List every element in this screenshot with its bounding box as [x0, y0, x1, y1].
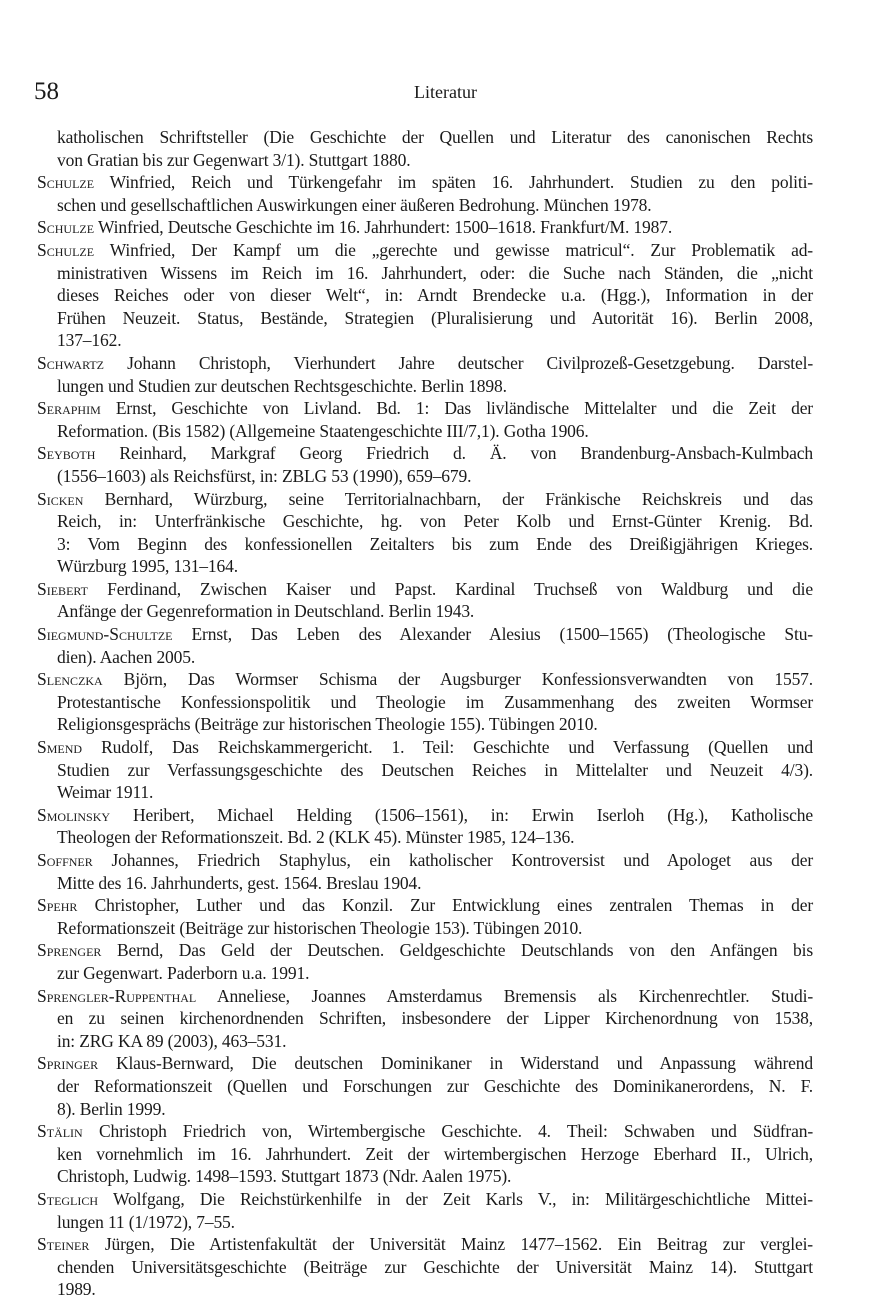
entry-text: Christoph Friedrich von, Wirtembergische Geschichte. 4. Theil: Schwaben und Südfran-: [98, 1121, 813, 1142]
entry-text: Ernst, Geschichte von Livland. Bd. 1: Das livländische Mittelalter und die Zeit der: [115, 398, 813, 419]
entry-author: Siegmund-Schultze: [37, 624, 173, 645]
entry-line: [37, 1233, 813, 1256]
entry-line: [37, 533, 813, 556]
entry-text: Christoph, Ludwig. 1498–1593. Stuttgart 1873 (Ndr. Aalen 1975).: [57, 1166, 512, 1187]
entry-text: lungen 11 (1/1972), 7–55.: [57, 1211, 235, 1232]
entry-author: Seraphim: [37, 398, 101, 419]
entry-line: [37, 668, 813, 691]
entry-line: [37, 872, 813, 895]
entry-line: [37, 1120, 813, 1143]
entry-line: [37, 488, 813, 511]
entry-line: [37, 194, 813, 217]
entry-line: [37, 826, 813, 849]
entry-line: [37, 600, 813, 623]
entry-line: [37, 1007, 813, 1030]
entry-line: [37, 804, 813, 827]
entry-text: Winfried, Deutsche Geschichte im 16. Jahrhundert: 1500–1618. Frankfurt/M. 1987.: [97, 217, 673, 238]
entry-line: [37, 1256, 813, 1279]
entry-text: Klaus-Bernward, Die deutschen Dominikaner in Widerstand und Anpassung während: [115, 1053, 813, 1074]
entry-author: Schulze: [37, 217, 95, 238]
entry-text: ministrativen Wissens im Reich im 16. Jahrhundert, oder: die Suche nach Ständen, die „nicht: [57, 262, 813, 283]
entry-text: dieses Reiches oder von dieser Welt“, in: Arndt Brendecke u.a. (Hgg.), Information in der: [57, 285, 813, 306]
entry-text: in: ZRG KA 89 (2003), 463–531.: [57, 1030, 287, 1051]
entry-text: Rudolf, Das Reichskammergericht. 1. Teil: Geschichte und Verfassung (Quellen und: [101, 737, 813, 758]
entry-text: Weimar 1911.: [57, 782, 154, 803]
bibliography-entry: [37, 1188, 813, 1233]
entry-text: katholischen Schriftsteller (Die Geschichte der Quellen und Literatur des canonischen Rechts: [57, 127, 813, 147]
bibliography-entry: [37, 126, 813, 171]
entry-author: Schulze: [37, 172, 95, 193]
entry-line: [37, 917, 813, 940]
entry-text: Anfänge der Gegenreformation in Deutschland. Berlin 1943.: [57, 601, 475, 622]
entry-author: Smend: [37, 737, 83, 758]
entry-text: Winfried, Der Kampf um die „gerechte und gewisse matricul“. Zur Problematik ad-: [109, 239, 813, 260]
bibliography-list: [37, 126, 813, 1301]
entry-text: Anneliese, Joannes Amsterdamus Bremensis als Kirchenrechtler. Studi-: [216, 985, 814, 1006]
bibliography-entry: [37, 736, 813, 804]
entry-text: 3: Vom Beginn des konfessionellen Zeitalters bis zum Ende des Dreißigjährigen Krieges.: [57, 533, 813, 554]
entry-text: Ferdinand, Zwischen Kaiser und Papst. Kardinal Truchseß von Waldburg und die: [107, 578, 813, 599]
entry-author: Seyboth: [37, 443, 96, 464]
entry-text: dien). Aachen 2005.: [57, 646, 196, 667]
entry-author: Smolinsky: [37, 804, 111, 825]
entry-line: [37, 262, 813, 285]
entry-author: Schwartz: [37, 352, 105, 373]
entry-author: Sprenger: [37, 940, 102, 961]
running-title: Literatur: [414, 82, 477, 102]
entry-line: [37, 939, 813, 962]
entry-text: Ernst, Das Leben des Alexander Alesius (1500–1565) (Theologische Stu-: [191, 624, 813, 645]
entry-text: Heribert, Michael Helding (1506–1561), in: Erwin Iserloh (Hg.), Katholische: [133, 804, 813, 825]
entry-line: [37, 736, 813, 759]
entry-text: Reich, in: Unterfränkische Geschichte, hg. von Peter Kolb und Ernst-Günter Krenig. Bd.: [57, 511, 813, 532]
entry-text: 1989.: [57, 1279, 96, 1300]
bibliography-entry: [37, 488, 813, 578]
entry-line: [37, 1075, 813, 1098]
bibliography-entry: [37, 894, 813, 939]
entry-line: [37, 1143, 813, 1166]
entry-line: [37, 1030, 813, 1053]
bibliography-entry: [37, 849, 813, 894]
entry-line: [37, 307, 813, 330]
entry-text: 8). Berlin 1999.: [57, 1098, 166, 1119]
entry-line: [37, 894, 813, 917]
bibliography-entry: [37, 623, 813, 668]
entry-author: Siebert: [37, 578, 89, 599]
bibliography-entry: [37, 1233, 813, 1301]
bibliography-entry: [37, 985, 813, 1053]
entry-line: [37, 239, 813, 262]
entry-text: Reformationszeit (Beiträge zur historischen Theologie 153). Tübingen 2010.: [57, 917, 583, 938]
entry-text: Bernd, Das Geld der Deutschen. Geldgeschichte Deutschlands von den Anfängen bis: [116, 940, 813, 961]
entry-text: Winfried, Reich und Türkengefahr im späten 16. Jahrhundert. Studien zu den politi-: [109, 172, 813, 193]
entry-line: [37, 985, 813, 1008]
entry-author: Sicken: [37, 488, 84, 509]
entry-text: Theologen der Reformationszeit. Bd. 2 (KLK 45). Münster 1985, 124–136.: [57, 827, 575, 848]
entry-text: Johann Christoph, Vierhundert Jahre deutscher Civilprozeß-Gesetzgebung. Darstel-: [127, 352, 813, 373]
bibliography-entry: [37, 442, 813, 487]
entry-line: [37, 578, 813, 601]
entry-line: [37, 962, 813, 985]
entry-author: Steglich: [37, 1188, 99, 1209]
entry-author: Slenczka: [37, 669, 103, 690]
entry-line: [37, 442, 813, 465]
bibliography-entry: [37, 939, 813, 984]
entry-line: [37, 420, 813, 443]
entry-text: Christopher, Luther und das Konzil. Zur Entwicklung eines zentralen Themas in der: [94, 895, 813, 916]
entry-line: [37, 397, 813, 420]
entry-text: der Reformationszeit (Quellen und Forschungen zur Geschichte des Dominikanerordens, N. F.: [57, 1075, 813, 1096]
entry-text: Bernhard, Würzburg, seine Territorialnachbarn, der Fränkische Reichskreis und das: [104, 488, 813, 509]
entry-line: [37, 329, 813, 352]
bibliography-entry: [37, 668, 813, 736]
entry-text: Reformation. (Bis 1582) (Allgemeine Staatengeschichte III/7,1). Gotha 1906.: [57, 420, 589, 441]
entry-text: Religionsgesprächs (Beiträge zur historischen Theologie 155). Tübingen 2010.: [57, 714, 598, 735]
entry-author: Steiner: [37, 1234, 90, 1255]
bibliography-entry: [37, 1052, 813, 1120]
entry-text: von Gratian bis zur Gegenwart 3/1). Stuttgart 1880.: [57, 149, 411, 170]
entry-text: Würzburg 1995, 131–164.: [57, 556, 238, 577]
entry-text: Reinhard, Markgraf Georg Friedrich d. Ä. von Brandenburg-Ansbach-Kulmbach: [119, 443, 813, 464]
entry-text: Studien zur Verfassungsgeschichte des Deutschen Reiches in Mittelalter und Neuzeit 4/3).: [57, 759, 813, 780]
page-number: 58: [34, 78, 59, 105]
entry-text: chenden Universitätsgeschichte (Beiträge zur Geschichte der Universität Mainz 14). Stuttgart: [57, 1256, 813, 1277]
entry-text: zur Gegenwart. Paderborn u.a. 1991.: [57, 962, 310, 983]
entry-author: Stälin: [37, 1121, 83, 1142]
entry-author: Spehr: [37, 895, 78, 916]
entry-line: [37, 126, 813, 149]
bibliography-entry: [37, 352, 813, 397]
entry-text: Jürgen, Die Artistenfakultät der Universität Mainz 1477–1562. Ein Beitrag zur verglei-: [104, 1234, 813, 1255]
entry-line: [37, 759, 813, 782]
entry-author: Soffner: [37, 850, 93, 870]
entry-author: Sprengler-Ruppenthal: [37, 985, 197, 1006]
entry-text: ken vornehmlich im 16. Jahrhundert. Zeit der wirtembergischen Herzoge Eberhard II., Ulrich,: [57, 1143, 813, 1164]
bibliography-entry: [37, 1120, 813, 1188]
entry-text: 137–162.: [57, 330, 122, 351]
entry-line: [37, 623, 813, 646]
entry-text: lungen und Studien zur deutschen Rechtsgeschichte. Berlin 1898.: [57, 375, 507, 396]
entry-line: [37, 1211, 813, 1234]
entry-author: Schulze: [37, 239, 95, 260]
bibliography-entry: [37, 239, 813, 352]
entry-line: [37, 1278, 813, 1301]
entry-line: [37, 1188, 813, 1211]
entry-line: [37, 216, 813, 239]
entry-text: (1556–1603) als Reichsfürst, in: ZBLG 53 (1990), 659–679.: [57, 465, 472, 486]
entry-author: Springer: [37, 1053, 99, 1074]
entry-text: Mitte des 16. Jahrhunderts, gest. 1564. Breslau 1904.: [57, 872, 422, 893]
entry-text: Johannes, Friedrich Staphylus, ein katholischer Kontroversist und Apologet aus der: [111, 850, 813, 870]
entry-line: [37, 1165, 813, 1188]
entry-line: [37, 555, 813, 578]
entry-text: schen und gesellschaftlichen Auswirkungen einer äußeren Bedrohung. München 1978.: [57, 194, 652, 215]
entry-line: [37, 149, 813, 172]
entry-line: [37, 352, 813, 375]
entry-line: [37, 375, 813, 398]
bibliography-entry: [37, 397, 813, 442]
entry-line: [37, 510, 813, 533]
entry-line: [37, 849, 813, 872]
entry-line: [37, 171, 813, 194]
entry-line: [37, 1052, 813, 1075]
entry-text: en zu seinen kirchenordnenden Schriften, insbesondere der Lipper Kirchenordnung von 1538,: [57, 1008, 813, 1029]
entry-line: [37, 465, 813, 488]
entry-line: [37, 1098, 813, 1121]
entry-text: Frühen Neuzeit. Status, Bestände, Strategien (Pluralisierung und Autorität 16). Berlin 2008,: [57, 307, 813, 328]
entry-line: [37, 691, 813, 714]
bibliography-entry: [37, 804, 813, 849]
entry-text: Björn, Das Wormser Schisma der Augsburger Konfessionsverwandten von 1557.: [123, 669, 813, 690]
entry-text: Wolfgang, Die Reichstürkenhilfe in der Zeit Karls V., in: Militärgeschichtliche Mittei-: [113, 1188, 813, 1209]
entry-line: [37, 713, 813, 736]
entry-text: Protestantische Konfessionspolitik und Theologie im Zusammenhang des zweiten Wormser: [57, 691, 813, 712]
bibliography-entry: [37, 578, 813, 623]
bibliography-entry: [37, 171, 813, 216]
bibliography-entry: [37, 216, 813, 239]
entry-line: [37, 646, 813, 669]
entry-line: [37, 781, 813, 804]
entry-line: [37, 284, 813, 307]
